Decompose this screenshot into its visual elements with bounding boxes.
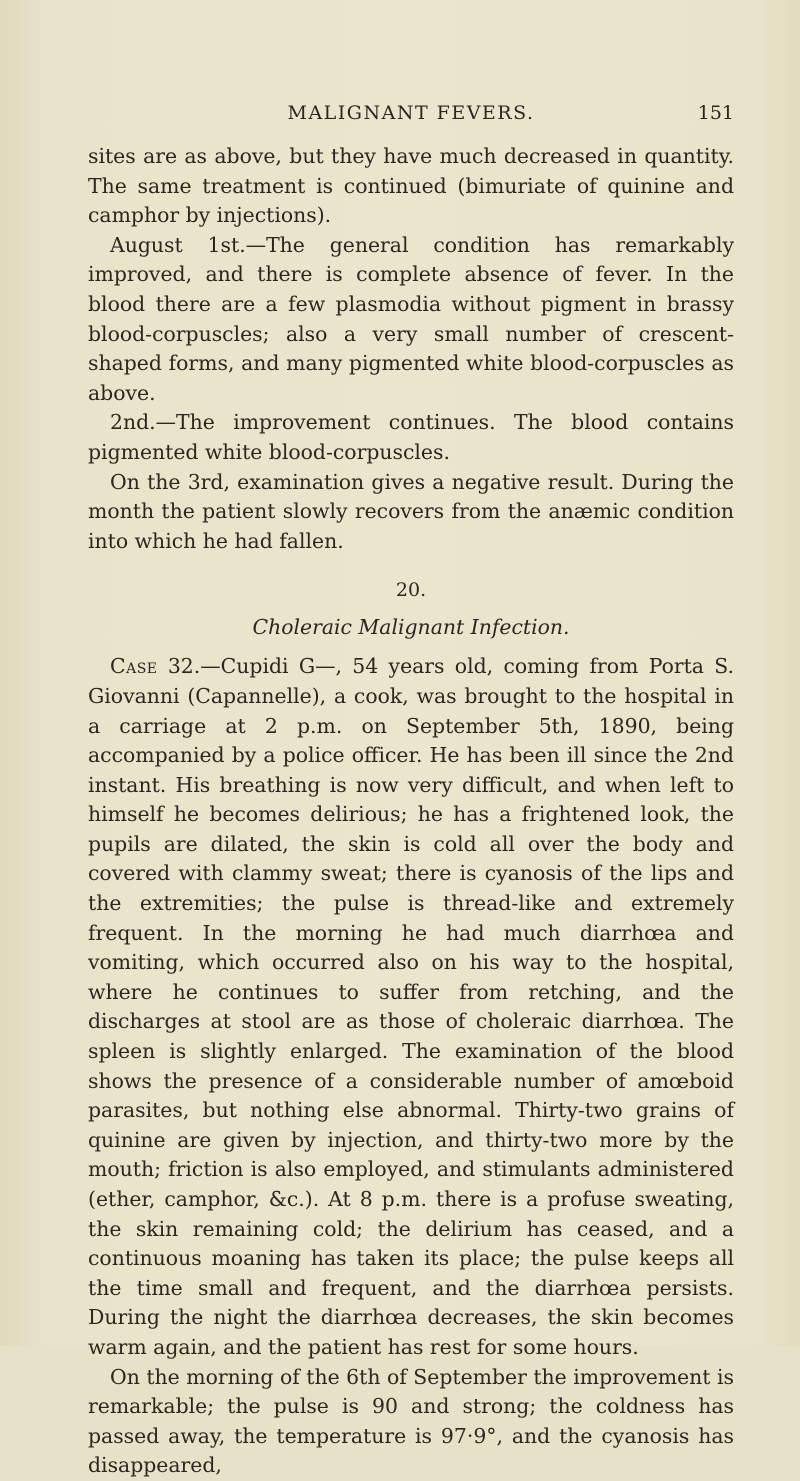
paragraph-case-32: [88, 652, 734, 1362]
paragraph-continued: sites are as above, but they have much decreased in quantity. The same treatment is continued (bimuriate of quinine and camphor by injections).: [88, 144, 734, 228]
page-body: [88, 142, 734, 1481]
paragraph-3rd: On the 3rd, examination gives a negative result. During the month the patient slowly recovers from the anæmic condition into which he had fallen.: [88, 469, 734, 553]
section-title: Choleraic Malignant Infection.: [252, 615, 570, 640]
page-number: 151: [697, 102, 734, 124]
page-header: [88, 100, 734, 126]
paragraph-2nd: 2nd.—The improvement continues. The blood contains pigmented white blood-corpuscles.: [88, 410, 734, 464]
case-label: Case: [110, 654, 158, 679]
paragraph-august-1st: August 1st.—The general condition has remarkably improved, and there is complete absence of fever. In the blood there are a few plasmodia without pigment in brassy blood-corpuscles; also a very small number of crescent-shaped forms, and many pigmented white blood-corpuscles as above.: [88, 232, 734, 405]
section-number: 20.: [395, 579, 427, 602]
case-text: 32.—Cupidi G—, 54 years old, coming from Porta S. Giovanni (Capannelle), a cook, was brought to the hospital in a carriage at 2 p.m. on September 5th, 1890, being accompanied by a police officer. He has been ill since the 2nd instant. His breathing is now very difficult, and when left to himself he becomes delirious; he has a frightened look, the pupils are dilated, the skin is cold all over the body and covered with clammy sweat; there is cyanosis of the lips and the extremities; the pulse is thread-like and extremely frequent. In the morning he had much diarrhœa and vomiting, which occurred also on his way to the hospital, where he continues to suffer from retching, and the discharges at stool are as those of choleraic diarrhœa. The spleen is slightly enlarged. The examination of the blood shows the presence of a considerable number of amœboid parasites, but nothing else abnormal. Thirty-two grains of quinine are given by injection, and thirty-two more by the mouth; friction is also employed, and stimulants administered (ether, camphor, &c.). At 8 p.m. there is a profuse sweating, the skin remaining cold; the delirium has ceased, and a continuous moaning has taken its place; the pulse keeps all the time small and frequent, and the diarrhœa persists. During the night the diarrhœa decreases, the skin becomes warm again, and the patient has rest for some hours.: [88, 654, 734, 1359]
paragraph-6th-september: On the morning of the 6th of September the improvement is remarkable; the pulse is 90 and strong; the coldness has passed away, the temperature is 97·9°, and the cyanosis has disappeared,: [88, 1364, 734, 1478]
running-title: MALIGNANT FEVERS.: [287, 102, 535, 124]
